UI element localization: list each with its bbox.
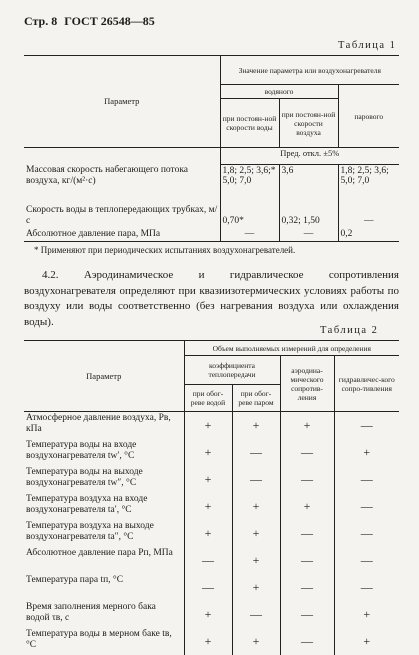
t2-row-name: Температура пара tп, °С (24, 574, 184, 601)
t1-row-steam: 0,2 (338, 228, 399, 241)
t2-row-mark: + (232, 574, 280, 601)
paragraph-text: 4.2. Аэродинамическое и гидравлическое сопротивления воздухонагревателя определяют при квазиизотермических условиях работы по воздуху или воды соответственно (без нагревания воздуха или охлаждения воды). (24, 268, 399, 330)
t2-row-mark: + (232, 412, 280, 440)
t1-tolerance: Пред. откл. ±5% (220, 148, 399, 165)
t2-row-mark: + (184, 601, 232, 628)
table-row (24, 412, 399, 440)
table-row (24, 466, 399, 493)
t1-col-value: Значение параметра или воздухонагревателя (220, 56, 399, 85)
t2-row-mark: — (184, 547, 232, 574)
t2-row-mark: + (184, 493, 232, 520)
t2-row-name: Абсолютное давление пара Pп, МПа (24, 547, 184, 574)
paragraph-4-2 (24, 268, 399, 330)
t2-row-mark: — (280, 574, 334, 601)
t2-row-name: Температура воды на выходе воздухонагревателя tw″, °С (24, 466, 184, 493)
t2-row-name: Температура воды на входе воздухонагревателя tw′, °С (24, 439, 184, 466)
t1-row-water-v: 1,8; 2,5; 3,6;* 5,0; 7,0 (220, 164, 279, 204)
t2-col-param: Параметр (24, 341, 184, 412)
t2-row-mark: + (184, 412, 232, 440)
t2-col-coef-s: при обог-реве паром (232, 385, 280, 412)
t2-row-mark: — (280, 520, 334, 547)
table1 (24, 55, 399, 242)
t1-col-water: водяного (220, 85, 338, 99)
t1-col-water-v: при постоян-ной скорости воды (220, 99, 279, 148)
standard-number: ГОСТ 26548—85 (64, 14, 155, 28)
t1-footnote: * Применяют при периодических испытаниях воздухонагревателей. (34, 245, 295, 255)
page-header (24, 14, 159, 29)
t2-row-mark: — (184, 574, 232, 601)
t2-row-mark: + (232, 628, 280, 655)
table2 (24, 340, 399, 655)
table1-caption: Таблица 1 (338, 40, 396, 51)
t2-row-mark: + (184, 466, 232, 493)
t2-row-mark: — (280, 547, 334, 574)
t2-row-mark: + (184, 628, 232, 655)
t1-row-steam: — (338, 204, 399, 228)
t2-row-mark: + (280, 493, 334, 520)
t2-row-mark: + (232, 493, 280, 520)
table-row (24, 439, 399, 466)
t2-row-mark: — (334, 412, 399, 440)
t2-row-mark: — (280, 466, 334, 493)
table-row (24, 574, 399, 601)
table-row (24, 520, 399, 547)
table-row (24, 601, 399, 628)
t2-row-mark: — (280, 439, 334, 466)
t2-row-mark: — (232, 601, 280, 628)
t1-row-water-a: 0,32; 1,50 (279, 204, 338, 228)
page-number: Стр. 8 (24, 14, 57, 28)
table-row (24, 547, 399, 574)
t1-row-name: Абсолютное давление пара, МПа (24, 228, 220, 241)
t2-row-name: Температура воздуха на выходе воздухонагревателя ta″, °С (24, 520, 184, 547)
t2-row-name: Температура воздуха на входе воздухонагревателя ta′, °С (24, 493, 184, 520)
t1-col-water-a: при постоян-ной скорости воздуха (279, 99, 338, 148)
t2-row-name: Температура воды в мерном баке tв, °С (24, 628, 184, 655)
t2-row-mark: + (334, 601, 399, 628)
t1-row-name: Скорость воды в теплопередающих трубках, м/с (24, 204, 220, 228)
t2-row-mark: — (280, 601, 334, 628)
t2-row-name: Атмосферное давление воздуха, Pв, кПа (24, 412, 184, 440)
t1-row-water-v: 0,70* (220, 204, 279, 228)
t2-row-mark: — (334, 493, 399, 520)
t1-row-water-a: 3,6 (279, 164, 338, 204)
t2-row-mark: — (334, 547, 399, 574)
t1-row-water-v: — (220, 228, 279, 241)
t2-col-coef: коэффициента теплопередачи (184, 356, 280, 385)
t2-row-name: Время заполнения мерного бака водой τв, с (24, 601, 184, 628)
t2-row-mark: — (334, 466, 399, 493)
t2-row-mark: + (232, 520, 280, 547)
t2-col-group: Объем выполняемых измерений для определения (184, 341, 399, 356)
t2-body (24, 412, 399, 655)
t2-row-mark: + (184, 520, 232, 547)
t1-row-name: Массовая скорость набегающего потока воздуха, кг/(м²·с) (24, 164, 220, 204)
t2-row-mark: + (232, 547, 280, 574)
t1-col-steam: парового (338, 85, 399, 148)
t2-row-mark: + (280, 412, 334, 440)
t1-row-water-a: — (279, 228, 338, 241)
table-row (24, 493, 399, 520)
t2-row-mark: — (334, 574, 399, 601)
t2-row-mark: — (280, 628, 334, 655)
table-row (24, 628, 399, 655)
t2-col-coef-w: при обог-реве водой (184, 385, 232, 412)
t2-row-mark: — (334, 520, 399, 547)
t2-row-mark: — (232, 466, 280, 493)
t1-row-steam: 1,8; 2,5; 3,6; 5,0; 7,0 (338, 164, 399, 204)
table2-caption: Таблица 2 (320, 325, 378, 336)
t2-row-mark: + (334, 439, 399, 466)
t2-row-mark: + (184, 439, 232, 466)
t2-row-mark: — (232, 439, 280, 466)
t2-col-hydro: гидравличес-кого сопро-тивления (334, 356, 399, 412)
t2-col-aero: аэродина-мического сопротив-ления (280, 356, 334, 412)
t2-row-mark: + (334, 628, 399, 655)
t1-col-param: Параметр (24, 56, 220, 148)
